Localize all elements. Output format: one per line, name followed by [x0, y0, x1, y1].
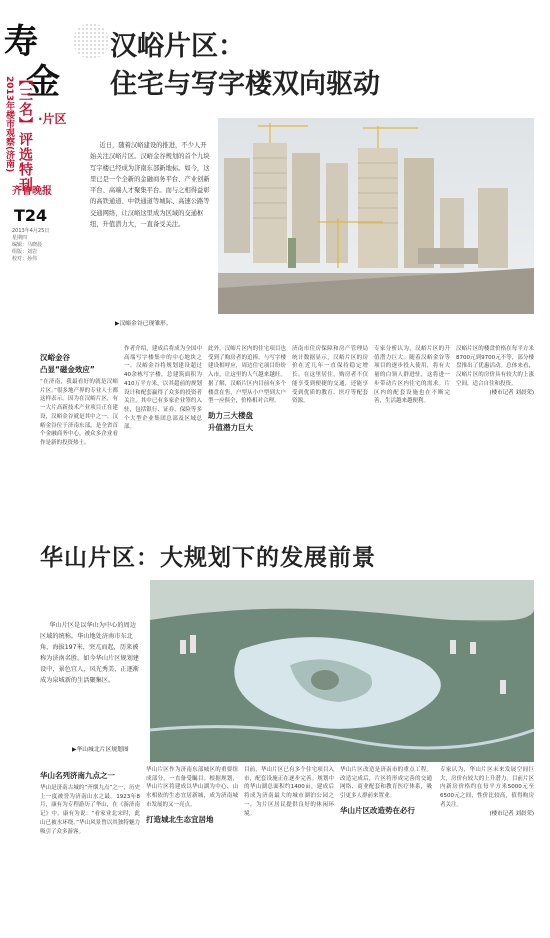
byline-2: (楼市记者 刘晨荣)	[489, 810, 534, 817]
planning-map	[150, 580, 534, 762]
article1-column-1: 汉峪金谷 凸显“磁金效应” “在济南，我最看好的就是汉峪片区。”很多地产界的专业人士都这样表示。因为在汉峪片区，有一大片高新技术产业项目正在建设，汉峪金谷就是其中之一。汉峪金谷位于济南东部，是全省首个金融商务中心，被众多企业看作是新的投资热土。	[40, 353, 118, 446]
article2-column-4: 华山片区改造是济南市的重点工程。改造完成后，片区将形成完善的交通网络、商业配套和教育医疗体系，吸引更多人群前来置业。 华山片区改造势在必行	[340, 767, 432, 815]
brand-logo: 寿 金	[4, 22, 60, 102]
byline-1: (楼市记者 刘晨荣)	[489, 389, 534, 396]
article1-column-5: 专家分析认为，汉峪片区的升值潜力巨大。随着汉峪金谷等项目的逐步投入使用，将有大量的白领人群进驻，这将进一步带动片区内住宅的需求。片区内的配套设施也在不断完善，生活越来越便利。	[374, 346, 450, 405]
article1-column-6: 汉峪片区的楼盘价格在每平方米8700元到9700元不等，部分楼盘推出了优惠活动。总体来看，汉峪片区的房价具有较大的上涨空间，适合自住和投资。 (楼市记者 刘晨荣)	[456, 346, 534, 396]
article1-column-2: 作者介绍，建成后将成为全国中高端写字楼集中的中心地块之一。汉峪金谷将规划建设超过40余栋写字楼，总建筑面积为410万平方米，以其超前的规划设计和配套赢得了众多的投资者关注，其中已有多家企业签约入驻，包括银行、证券、保险等多个大型企业集团总部及区域总部。	[124, 346, 202, 431]
dot-decoration	[73, 23, 109, 59]
headline-1: 汉峪片区： 住宅与写字楼双向驱动	[110, 31, 380, 100]
article2-column-2: 华山片区作为济南东部城区的重要组成部分，一直备受瞩目。根据规划，华山片区将建成以华山湖为中心、山水相依的生态宜居新城，成为济南城市发展的又一亮点。 打造城北生态宜居地	[146, 767, 238, 824]
headline-2: 华山片区：大规划下的发展前景	[40, 544, 376, 571]
brand-suffix: ·片区	[38, 112, 67, 126]
page-number: T24	[14, 206, 48, 225]
article2-column-5: 专家认为，华山片区未来发展空间巨大，房价有较大的上升潜力。目前片区内新房价格约在每平方米5000元至6500元之间，性价比较高，值得购房者关注。 (楼市记者 刘晨荣)	[440, 767, 534, 817]
article2-column-1: 华山名列济南九点之一 华山是济南古城的“齐烟九点”之一，历史上一度被誉为济南山水之最。1923年8月，康有为专程游历了华山，在《游济南记》中，康有为说：“看家业北宋时，此山已被水环绕。”华山风景曾以其独特魅力吸引了众多游客。	[40, 771, 140, 835]
article1-column-4: 济南市住房保障和房产管理局统计数据显示，汉峪片区的房价在近几年一直保持稳定增长。在这里居住，购房者不仅能享受到便捷的交通，还能享受到优质的教育、医疗等配套资源。	[292, 346, 368, 405]
construction-photo	[218, 118, 534, 314]
photo-caption-1: ▶汉峪金谷已现雏形。	[115, 321, 172, 327]
article2-column-3: 目前，华山片区已有多个住宅项目入市，配套设施正在逐步完善。规划中的华山湖总面积约1400亩，建成后将成为济南最大的城市湖泊公园之一，为片区居民提供良好的休闲环境。	[244, 767, 334, 817]
meta-info: 2013年4月25日 星期四 编辑：马晓晨 组版：刘岩 校对：孙伟	[12, 228, 50, 262]
vertical-year: 2013年楼市观察(济南)	[4, 76, 14, 173]
article2-intro: 华山片区是以华山为中心的周边区域的统称。华山地处济南市东北角，海拔197米，突兀而起，历来被称为济南名胜。如今华山片区规划建设中，景色宜人，风光秀美，正逐渐成为泉城新的生活聚集区。	[40, 622, 139, 684]
article1-column-3: 此外，汉峪片区内的住宅项目也受到了购房者的追捧。与写字楼建设相呼应，周边住宅项目纷纷入市，让这里的人气越来越旺。据了解，汉峪片区内目前有多个楼盘在售，户型从小户型到大户型一应俱全，价格相对合理。 助力三大楼盘 升值潜力巨大	[208, 346, 286, 432]
vertical-label: 【三名】评选特刊	[17, 72, 33, 192]
photo-caption-2: ▶华山城北片区规划图	[72, 747, 129, 753]
article1-intro: 近日，随着汉峪建设的推进，不少人开始关注汉峪片区。汉峪金谷规划的首个九块写字楼已经成为济南东部新地标。如今，这里已是一个全新的金融商务平台、产业创新平台、高端人才聚集平台。而与之相得益彰的高铁通道、中铁通道等城际、高速公路等交通网络，让汉峪这里成为区域的交通枢纽，升值潜力大，一直备受关注。	[90, 142, 210, 229]
paper-name: 齐鲁晚报	[12, 186, 52, 197]
